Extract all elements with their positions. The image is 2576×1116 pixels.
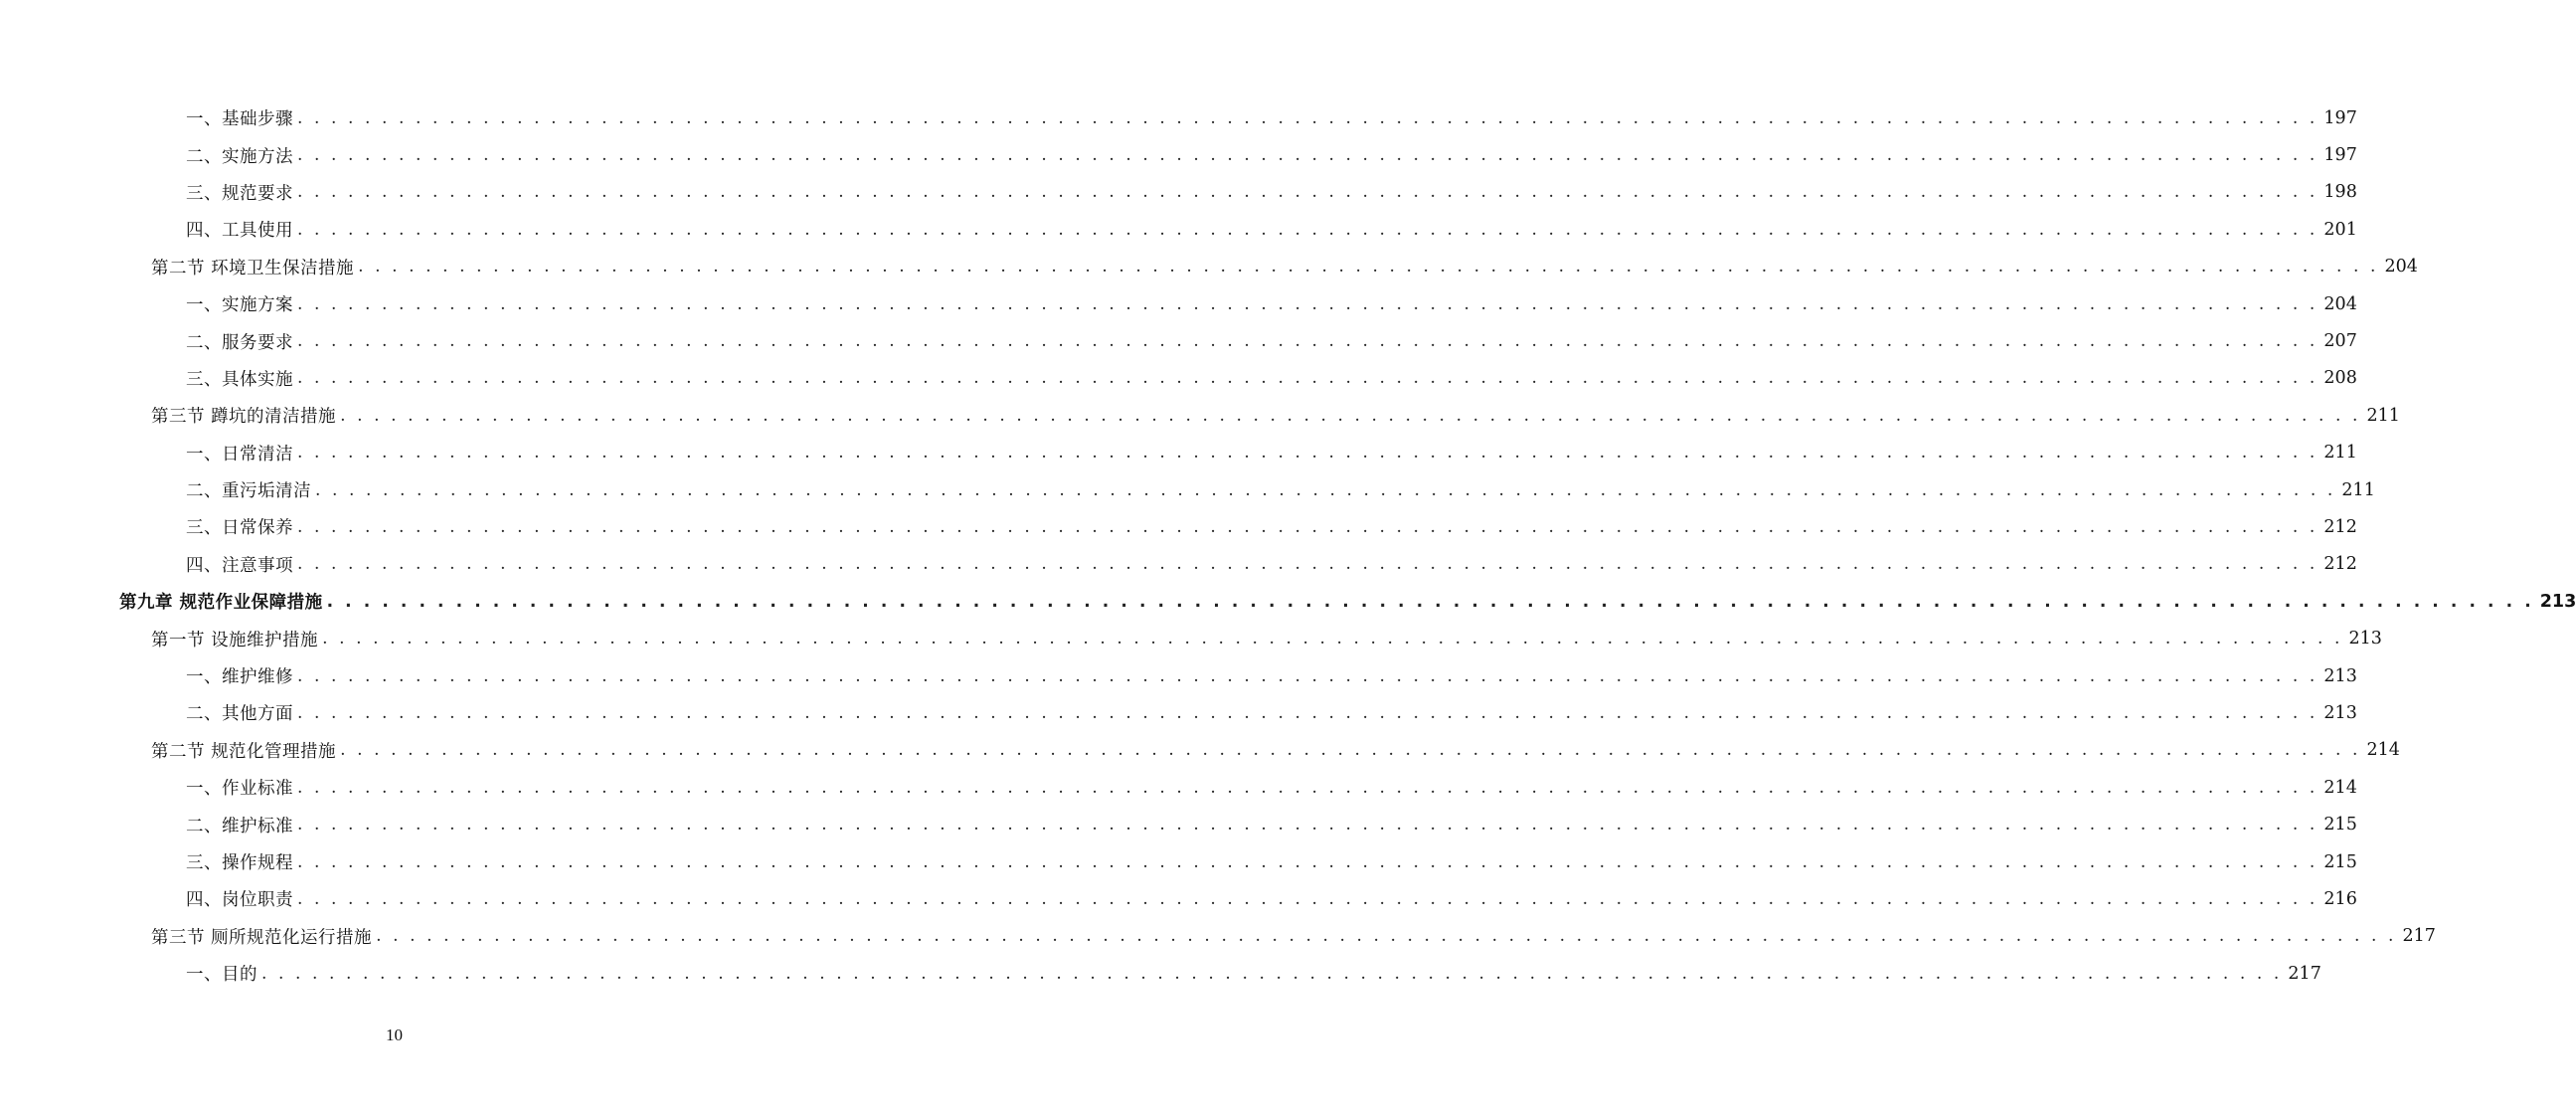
dot-leader: . . . . . . . . . . . . . . . . . . . . . . . . . . . . . . . . . . . . . . . . . . . . . . . . . . . . . . . . . . . . . . . . . . . . . . . . . . . . . . . . . . . . . . . . . . . . . . . . . . . . . . . . . . . . . . . . . . . . . . . . [297, 145, 2318, 166]
toc-entry-section[interactable] [0, 620, 2382, 656]
toc-entry-page: 212 [2323, 554, 2357, 575]
toc-entry-item[interactable] [0, 843, 2357, 880]
toc-entry-item[interactable] [0, 211, 2357, 248]
dot-leader: . . . . . . . . . . . . . . . . . . . . . . . . . . . . . . . . . . . . . . . . . . . . . . . . . . . . . . . . . . . . . . . . . . . . . . . . . . . . . . . . . . . . . . . . . . . . . . . . . . . . . . . . . . . . . . . . . . . . . . . . [297, 777, 2318, 798]
toc-entry-section[interactable] [0, 918, 2436, 955]
toc-entry-page: 215 [2323, 851, 2357, 872]
toc-entry-page: 197 [2323, 145, 2357, 166]
toc-entry-item[interactable] [0, 955, 2321, 992]
dot-leader: . . . . . . . . . . . . . . . . . . . . . . . . . . . . . . . . . . . . . . . . . . . . . . . . . . . . . . . . . . . . . . . . . . . . . . . . . . . . . . . . . . . . . . . . . . . . . . . . . . . . . . . . . . . . . . . . . . . . . . . . [297, 368, 2318, 389]
toc-entry-page: 213 [2323, 665, 2357, 686]
toc-entry-page: 215 [2323, 815, 2357, 836]
dot-leader: . . . . . . . . . . . . . . . . . . . . . . . . . . . . . . . . . . . . . . . . . . . . . . . . . . . . . . . . . . . . . . . . . . . . . . . . . . . . . . . . . . . . . . . . . . . . . . . . . . . . . . . . . . . . . . . . . . . . . . . . [297, 516, 2318, 537]
dot-leader: . . . . . . . . . . . . . . . . . . . . . . . . . . . . . . . . . . . . . . . . . . . . . . . . . . . . . . . . . . . . . . . . . . . . . . . . . . . . . . . . . . . . . . . . . . . . . . . . . . . . . . . . . . . . . . . . . . . . . . . . [297, 665, 2318, 686]
toc-entry-item[interactable] [0, 322, 2357, 359]
toc-entry-title: 一、实施方案 [186, 295, 293, 316]
dot-leader: . . . . . . . . . . . . . . . . . . . . . . . . . . . . . . . . . . . . . . . . . . . . . . . . . . . . . . . . . . . . . . . . . . . . . . . . . . . . . . . . . . . . . . . . . . . . . . . . . . . . . . . . . . . . . . . . . . . . . . . . [297, 331, 2318, 352]
toc-entry-page: 197 [2323, 107, 2357, 128]
page-number: 10 [386, 1025, 403, 1044]
toc-entry-page: 212 [2323, 516, 2357, 537]
toc-entry-item[interactable] [0, 546, 2357, 583]
toc-entry-title: 四、工具使用 [186, 221, 293, 242]
toc-entry-page: 211 [2341, 479, 2375, 500]
toc-entry-item[interactable] [0, 806, 2357, 842]
dot-leader: . . . . . . . . . . . . . . . . . . . . . . . . . . . . . . . . . . . . . . . . . . . . . . . . . . . . . . . . . . . . . . . . . . . . . . . . . . . . . . . . . . . . . . . . . . . . . . . . . . . . . . . . . . . . . . . . . . . . . . . . [297, 851, 2318, 872]
toc-entry-title: 一、日常清洁 [186, 444, 293, 465]
toc-entry-title: 第三节 厕所规范化运行措施 [151, 927, 373, 948]
toc-entry-title: 四、岗位职责 [186, 890, 293, 911]
toc-entry-title: 第二节 环境卫生保洁措施 [151, 258, 355, 279]
toc-entry-item[interactable] [0, 136, 2357, 173]
toc-entry-page: 204 [2384, 257, 2418, 278]
toc-entry-title: 三、具体实施 [186, 369, 293, 390]
toc-entry-item[interactable] [0, 285, 2357, 322]
dot-leader: . . . . . . . . . . . . . . . . . . . . . . . . . . . . . . . . . . . . . . . . . . . . . . . . . . . . . . . . . . . . . . . . . . . . . . . . . . . . . . . . . . . . . . . . . . . . . . . . . . . . . . . . . . . . . . . . . . . . . . . . [297, 219, 2318, 240]
toc-entry-section[interactable] [0, 397, 2400, 434]
dot-leader: . . . . . . . . . . . . . . . . . . . . . . . . . . . . . . . . . . . . . . . . . . . . . . . . . . . . . . . . . . . . . . . . . . . . . . . . . . . . . . . . . . . . . . . . . . . . . . . . . . . . . . . . . . . . . . . . . . . . . . . . [297, 107, 2318, 128]
toc-entry-title: 第二节 规范化管理措施 [151, 741, 337, 762]
dot-leader: . . . . . . . . . . . . . . . . . . . . . . . . . . . . . . . . . . . . . . . . . . . . . . . . . . . . . . . . . . . . . . . . . . . . . . . . . . . . . . . . . . . . . . . . . . . . . . . . . . . . . . . . . . . . . . . . . . . . . . . . [340, 740, 2361, 761]
toc-entry-item[interactable] [0, 508, 2357, 545]
toc-entry-item[interactable] [0, 435, 2357, 471]
toc-entry-item[interactable] [0, 471, 2375, 508]
toc-entry-item[interactable] [0, 657, 2357, 694]
toc-entry-page: 217 [2288, 963, 2321, 984]
toc-entry-title: 第九章 规范作业保障措施 [119, 593, 323, 614]
toc-entry-page: 214 [2366, 740, 2400, 761]
dot-leader: . . . . . . . . . . . . . . . . . . . . . . . . . . . . . . . . . . . . . . . . . . . . . . . . . . . . . . . . . . . . . . . . . . . . . . . . . . . . . . . . . . . . . . . . . . . . . . . . . . . . . . . . . . . . . . . . . . . . . . . . [315, 479, 2336, 500]
toc-entry-page: 208 [2323, 368, 2357, 389]
dot-leader: . . . . . . . . . . . . . . . . . . . . . . . . . . . . . . . . . . . . . . . . . . . . . . . . . . . . . . . . . . . . . . . . . . . . . . . . . . . . . . . . . . . . . . . . . . . . . . . . . . . . . . . . . . . . . . . . . . . . . . . . [297, 888, 2318, 909]
dot-leader: . . . . . . . . . . . . . . . . . . . . . . . . . . . . . . . . . . . . . . . . . . . . . . . . . . . . . . . . . . . . . . . . . . . . . . . . . . . . . . . . . . . . . . . . . . . . . . . . . . . . . . . . . . . . . . . . . . . . . . . . [358, 257, 2379, 278]
toc-entry-title: 二、实施方法 [186, 146, 293, 167]
toc-entry-title: 一、基础步骤 [186, 109, 293, 130]
toc-entry-title: 四、注意事项 [186, 555, 293, 576]
toc-entry-title: 第一节 设施维护措施 [151, 630, 319, 651]
toc-entry-item[interactable] [0, 99, 2357, 136]
dot-leader: . . . . . . . . . . . . . . . . . . . . . . . . . . . . . . . . . . . . . . . . . . . . . . . . . . . . . . . . . . . . . . . . . . . . . . . . . . . . . . . . . . . . . . . . . . . . . . . . . . . . . . . . . . . . . . . . . . . . . . . . [297, 293, 2318, 314]
toc-entry-section[interactable] [0, 249, 2418, 285]
toc-entry-item[interactable] [0, 880, 2357, 917]
toc-entry-chapter[interactable] [0, 583, 2576, 620]
toc-entry-item[interactable] [0, 360, 2357, 397]
toc-entry-title: 一、作业标准 [186, 779, 293, 800]
dot-leader: . . . . . . . . . . . . . . . . . . . . . . . . . . . . . . . . . . . . . . . . . . . . . . . . . . . . . . . . . . . . . . . . . . . . . . . . . . . . . . . . . . . . . . . . . . . . . . . . . . . . . . . . . . . . . . . . . . . . . . . . [297, 554, 2318, 575]
toc-entry-title: 三、规范要求 [186, 183, 293, 204]
dot-leader: . . . . . . . . . . . . . . . . . . . . . . . . . . . . . . . . . . . . . . . . . . . . . . . . . . . . . . . . . . . . . . . . . . . . . . . . . . . . . . . . . . . . . . . . . . . . . . . . . . . . . . . . . . . . . . . . . . . . . . . . [297, 182, 2318, 203]
toc-entry-title: 第三节 蹲坑的清洁措施 [151, 407, 337, 428]
toc-entry-item[interactable] [0, 769, 2357, 806]
toc-entry-item[interactable] [0, 174, 2357, 211]
toc-entry-page: 213 [2323, 702, 2357, 723]
dot-leader: . . . . . . . . . . . . . . . . . . . . . . . . . . . . . . . . . . . . . . . . . . . . . . . . . . . . . . . . . . . . . . . . . . . . . . . . . . . . . . . . . . . . . . . . . . . . . . . . . . . . . . . . . . . . . . . . . . . . . . . . [340, 405, 2361, 426]
dot-leader: . . . . . . . . . . . . . . . . . . . . . . . . . . . . . . . . . . . . . . . . . . . . . . . . . . . . . . . . . . . . . . . . . . . . . . . . . . . . . . . . . . . . . . . . . . . . . . . . . . . . . . . . . . . . . . . . . . . . . . . . [326, 591, 2534, 612]
toc-entry-page: 213 [2539, 591, 2576, 612]
toc-entry-page: 216 [2323, 888, 2357, 909]
toc-entry-page: 211 [2366, 405, 2400, 426]
toc-entry-item[interactable] [0, 694, 2357, 731]
toc-entry-page: 217 [2402, 926, 2436, 947]
toc-entry-page: 214 [2323, 777, 2357, 798]
toc-entry-title: 三、操作规程 [186, 853, 293, 873]
toc-entry-title: 三、日常保养 [186, 518, 293, 539]
toc-entry-page: 211 [2323, 443, 2357, 464]
toc-entry-page: 204 [2323, 293, 2357, 314]
toc-entry-section[interactable] [0, 732, 2400, 769]
dot-leader: . . . . . . . . . . . . . . . . . . . . . . . . . . . . . . . . . . . . . . . . . . . . . . . . . . . . . . . . . . . . . . . . . . . . . . . . . . . . . . . . . . . . . . . . . . . . . . . . . . . . . . . . . . . . . . . . . . . . . . . . [261, 963, 2283, 984]
toc-entry-title: 一、维护维修 [186, 667, 293, 688]
dot-leader: . . . . . . . . . . . . . . . . . . . . . . . . . . . . . . . . . . . . . . . . . . . . . . . . . . . . . . . . . . . . . . . . . . . . . . . . . . . . . . . . . . . . . . . . . . . . . . . . . . . . . . . . . . . . . . . . . . . . . . . . [297, 443, 2318, 464]
toc-entry-title: 一、目的 [186, 965, 258, 986]
toc-entry-title: 二、维护标准 [186, 816, 293, 837]
toc-entry-title: 二、服务要求 [186, 332, 293, 353]
toc-entry-page: 201 [2323, 219, 2357, 240]
dot-leader: . . . . . . . . . . . . . . . . . . . . . . . . . . . . . . . . . . . . . . . . . . . . . . . . . . . . . . . . . . . . . . . . . . . . . . . . . . . . . . . . . . . . . . . . . . . . . . . . . . . . . . . . . . . . . . . . . . . . . . . . [297, 815, 2318, 836]
toc-entry-page: 198 [2323, 182, 2357, 203]
toc-entry-page: 213 [2348, 629, 2382, 650]
dot-leader: . . . . . . . . . . . . . . . . . . . . . . . . . . . . . . . . . . . . . . . . . . . . . . . . . . . . . . . . . . . . . . . . . . . . . . . . . . . . . . . . . . . . . . . . . . . . . . . . . . . . . . . . . . . . . . . . . . . . . . . . [297, 702, 2318, 723]
dot-leader: . . . . . . . . . . . . . . . . . . . . . . . . . . . . . . . . . . . . . . . . . . . . . . . . . . . . . . . . . . . . . . . . . . . . . . . . . . . . . . . . . . . . . . . . . . . . . . . . . . . . . . . . . . . . . . . . . . . . . . . . [376, 926, 2397, 947]
table-of-contents [0, 99, 2576, 992]
toc-entry-title: 二、其他方面 [186, 704, 293, 725]
dot-leader: . . . . . . . . . . . . . . . . . . . . . . . . . . . . . . . . . . . . . . . . . . . . . . . . . . . . . . . . . . . . . . . . . . . . . . . . . . . . . . . . . . . . . . . . . . . . . . . . . . . . . . . . . . . . . . . . . . . . . . . . [322, 629, 2343, 650]
toc-entry-page: 207 [2323, 331, 2357, 352]
toc-entry-title: 二、重污垢清洁 [186, 481, 311, 502]
